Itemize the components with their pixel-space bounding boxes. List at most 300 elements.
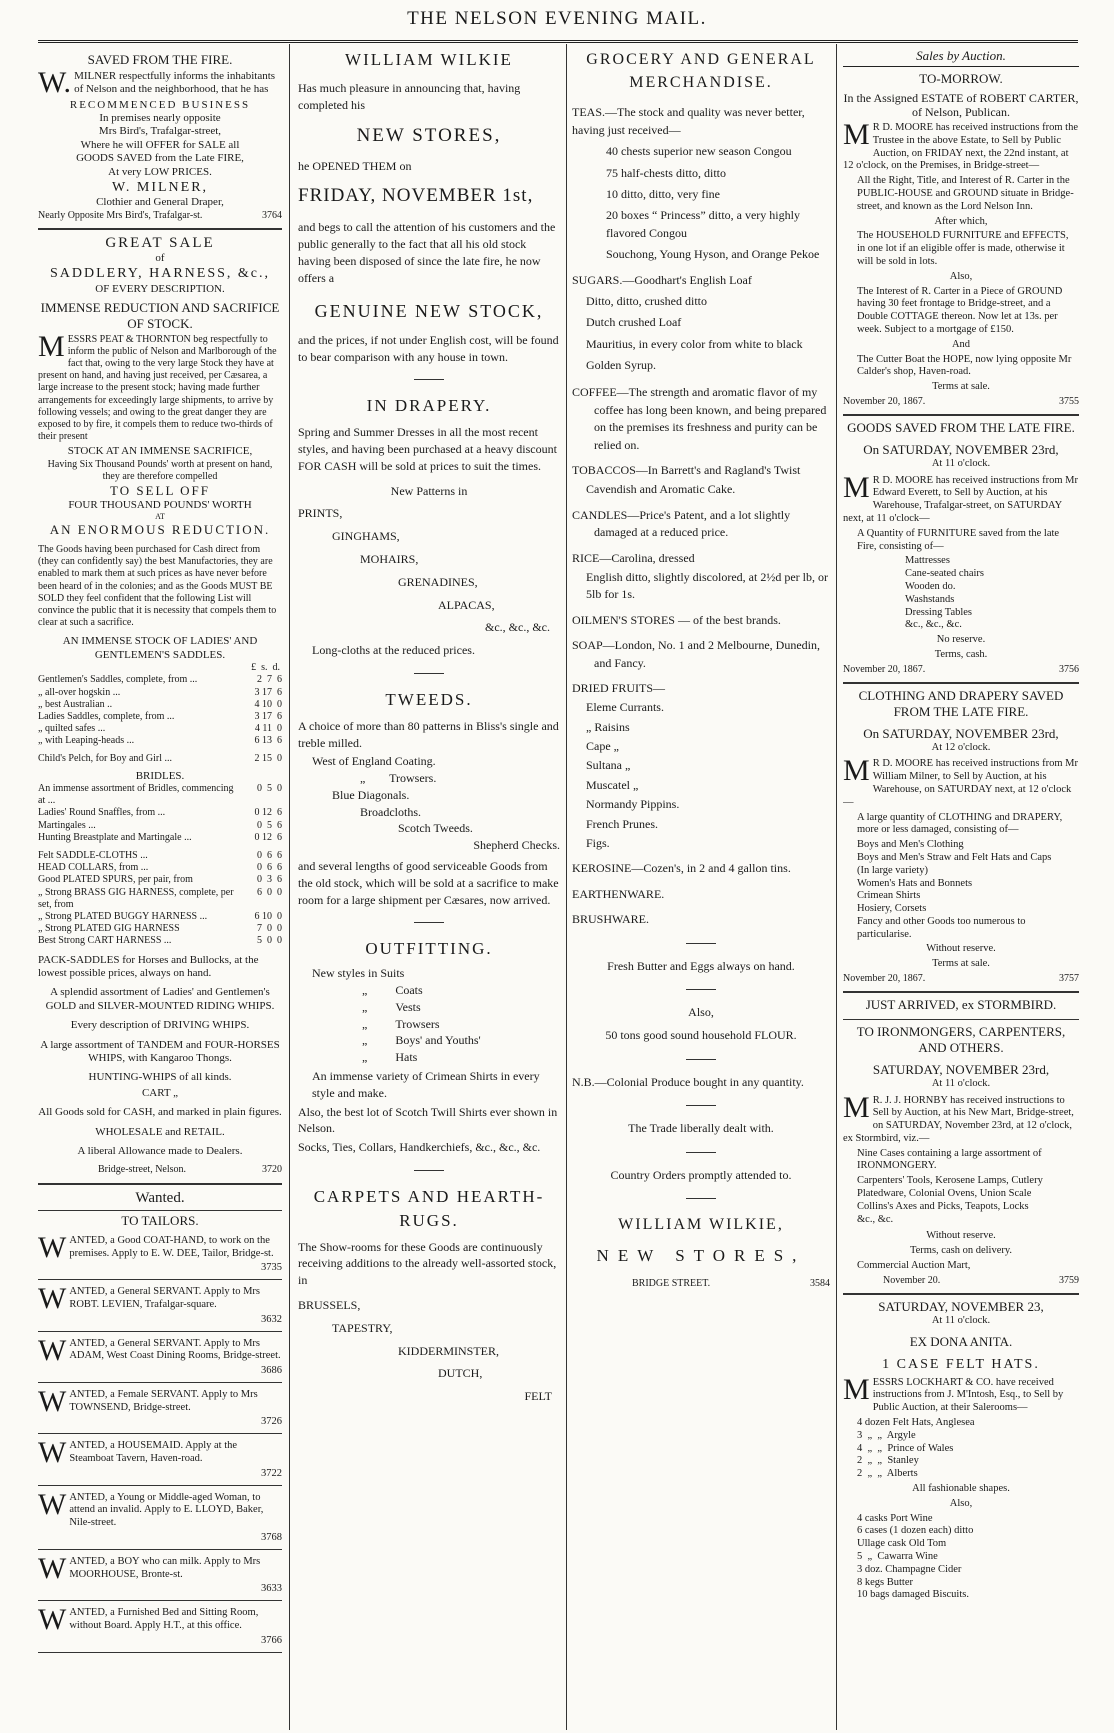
- ad-title: SAVED FROM THE FIRE.: [87, 52, 233, 67]
- list-item: Eleme Currants.: [586, 700, 664, 715]
- list-item: 4 „ „ Prince of Wales: [857, 1442, 954, 1454]
- price-row: [38, 783, 282, 807]
- wanted-ad-number: 3722: [261, 1467, 282, 1479]
- list-item: [298, 1032, 560, 1049]
- separator: [686, 943, 716, 944]
- wanted-ad-number: 3766: [261, 1634, 282, 1646]
- ad-subtitle: AN IMMENSE STOCK OF LADIES' AND GENTLEMEN'S SADDLES.: [62, 635, 258, 661]
- ad-body: Spring and Summer Dresses in all the most recent styles, and having been purchased at a heavy discount FOR CASH will be sold at prices to suit the times.: [298, 425, 557, 473]
- column-rule: [566, 44, 567, 1730]
- column-4: [843, 48, 1079, 1728]
- wanted-ad-number: 3768: [261, 1532, 282, 1544]
- ad-line: Also,: [949, 270, 973, 282]
- goods-list: [843, 1175, 1079, 1226]
- list-item: 2 „ „ Stanley: [857, 1455, 919, 1467]
- ad-body: Also, the best lot of Scotch Twill Shirts ever shown in Nelson.: [298, 1104, 558, 1136]
- section-heading: IN DRAPERY.: [366, 396, 492, 416]
- ad-line: GOODS SAVED from the Late FIRE,: [76, 152, 244, 165]
- list-item: Figs.: [586, 836, 610, 851]
- ad-subtitle: BRIDLES.: [135, 769, 185, 782]
- price-list: [38, 850, 282, 948]
- ad-line: TO SELL OFF: [109, 483, 210, 499]
- ad-subtitle: IMMENSE REDUCTION AND SACRIFICE OF STOCK.: [40, 299, 280, 331]
- list-item: Platedware, Colonial Ovens, Union Scale: [857, 1188, 1032, 1200]
- wanted-ad: [38, 1550, 282, 1601]
- ad-line: CANDLES—Price's Patent, and a lot slightly damaged at a reduced price.: [572, 507, 791, 540]
- price-item-name: Hunting Breastplate and Martingale ...: [38, 831, 192, 843]
- ad-line: A large assortment of TANDEM and FOUR-HORSES WHIPS, with Kangaroo Thongs.: [40, 1038, 280, 1064]
- wanted-ad-text: WANTED, a BOY who can milk. Apply to Mrs MOORHOUSE, Bronte-st.: [38, 1551, 261, 1585]
- list-item: Fancy and other Goods too numerous to particularise.: [857, 915, 1026, 940]
- goods-list: [572, 699, 830, 852]
- ad-line: DUTCH,: [438, 1366, 483, 1381]
- list-item: Women's Hats and Bonnets: [857, 877, 973, 889]
- list-item: Wooden do.: [905, 580, 956, 592]
- price-item-name: „ all-over hogskin ...: [38, 686, 121, 698]
- ad-line: HUNTING-WHIPS of all kinds.: [88, 1071, 232, 1084]
- price-item-value: 6 0 0: [257, 886, 282, 898]
- goods-list: [843, 555, 1079, 632]
- ad-line: KIDDERMINSTER,: [398, 1343, 499, 1358]
- list-item: Washstands: [905, 593, 955, 605]
- price-item-name: Martingales ...: [38, 819, 96, 831]
- list-item: Cape „: [586, 739, 619, 754]
- ad-line: BRUSHWARE.: [572, 912, 650, 927]
- ad-line: Having Six Thousand Pounds' worth at present on hand, they are therefore compelled: [47, 458, 273, 482]
- list-item: Normandy Pippins.: [586, 797, 680, 812]
- list-item: Hosiery, Corsets: [857, 903, 927, 915]
- ad-subtitle: SATURDAY, NOVEMBER 23rd,: [872, 1061, 1050, 1077]
- ad-line: SUGARS.—Goodhart's English Loaf: [572, 272, 752, 287]
- list-item: Carpenters' Tools, Kerosene Lamps, Cutlery: [857, 1175, 1043, 1187]
- column-rule: [836, 44, 837, 1730]
- price-item-name: Ladies' Round Snaffles, from ...: [38, 807, 166, 819]
- separator: [686, 989, 716, 990]
- price-item-value: 0 5 6: [257, 819, 282, 831]
- price-row: [38, 699, 282, 711]
- price-row: [38, 832, 282, 844]
- column-2: [298, 48, 560, 1728]
- ad-title: JUST ARRIVED, ex STORMBIRD.: [865, 997, 1057, 1013]
- price-item-name: Felt SADDLE-CLOTHS ...: [38, 850, 148, 861]
- list-item-label: Boys' and Youths': [395, 1033, 481, 1048]
- list-item: 10 ditto, ditto, very fine: [606, 186, 720, 201]
- section-heading: OUTFITTING.: [365, 939, 493, 959]
- ad-body: MR D. MOORE has received instructions from the Trustee in the above Estate, to Sell by Public Auction, on FRIDAY next, the 22nd instant, at 12 o'clock, on the Premises, in Bridge-street—: [843, 117, 1078, 172]
- ad-title: EX DONA ANITA.: [909, 1333, 1013, 1349]
- price-list: [38, 674, 282, 747]
- ad-line: In premises nearly opposite: [99, 112, 221, 125]
- wanted-ad-text: WANTED, a Female SERVANT. Apply to Mrs TOWNSEND, Bridge-street.: [38, 1384, 258, 1418]
- ad-body: A Quantity of FURNITURE saved from the late Fire, consisting of—: [857, 527, 1060, 552]
- ad-line: At 11 o'clock.: [931, 1314, 991, 1326]
- separator: [414, 379, 444, 380]
- price-row: [38, 711, 282, 723]
- price-item-name: „ quilted safes ...: [38, 723, 106, 735]
- separator: [686, 1059, 716, 1060]
- wanted-ad-text: WANTED, a Young or Middle-aged Woman, to attend an invalid. Apply to E. LLOYD, Baker, Nile-street.: [38, 1487, 264, 1529]
- ad-body: MESSRS PEAT & THORNTON beg respectfully to inform the public of Nelson and Marlborough of the fact that, owing to the very large Stock they have at present on hand, and having just received, per Cæsarea, a large increase to the present stock; having made further arrangements for exceedingly large shipments, to arrive by following vessels; and owing to the great danger they are exposed to by fire, it compels them to reduce two-thirds of their present: [38, 329, 277, 443]
- ad-line: CART „: [141, 1086, 179, 1099]
- price-row: [38, 735, 282, 747]
- ad-line: &c., &c., &c.: [485, 620, 550, 635]
- ad-line: Country Orders promptly attended to.: [610, 1167, 792, 1182]
- list-item: 10 bags damaged Biscuits.: [857, 1589, 969, 1601]
- ad-signature: Bridge-street, Nelson. 3720: [98, 1164, 282, 1176]
- price-item-name: „ with Leaping-heads ...: [38, 735, 135, 747]
- ad-title: GENUINE NEW STOCK,: [314, 300, 544, 321]
- section-heading: CARPETS AND HEARTH-RUGS.: [313, 1187, 545, 1230]
- wanted-ad-number: 3686: [261, 1365, 282, 1377]
- list-item: Crimean Shirts: [857, 890, 921, 902]
- price-item-value: 0 5 0: [257, 783, 282, 795]
- section-heading: Sales by Auction.: [843, 48, 1079, 67]
- masthead-rule: [38, 40, 1078, 43]
- price-row: [38, 911, 282, 923]
- ad-body: MR D. MOORE has received instructions from Mr Edward Everett, to Sell by Auction, at his Warehouse, Trafalgar-street, on SATURDAY next, at 11 o'clock—: [843, 470, 1078, 524]
- ad-body: A large quantity of CLOTHING and DRAPERY, more or less damaged, consisting of—: [857, 811, 1063, 836]
- goods-list: [843, 1417, 1079, 1481]
- list-item-label: Trowsers: [395, 1016, 440, 1031]
- ad-line: Where he will OFFER for SALE all: [80, 138, 240, 151]
- price-item-name: HEAD COLLARS, from ...: [38, 862, 149, 874]
- wanted-ad: [38, 1434, 282, 1485]
- ad-line: RECOMMENCED BUSINESS: [69, 98, 251, 111]
- list-item: Souchong, Young Hyson, and Orange Pekoe: [606, 247, 820, 262]
- list-item: 40 chests superior new season Congou: [606, 144, 792, 159]
- list-item: 4 dozen Felt Hats, Anglesea: [857, 1417, 975, 1429]
- list-item: Mattresses: [905, 555, 950, 567]
- price-item-name: Ladies Saddles, complete, from ...: [38, 710, 175, 722]
- ad-line: Scotch Tweeds.: [398, 821, 473, 836]
- ad-line: At 11 o'clock.: [931, 1077, 991, 1089]
- list-item: [298, 999, 560, 1016]
- ad-line: A liberal Allowance made to Dealers.: [77, 1144, 243, 1157]
- price-item-value: 0 12 6: [254, 831, 282, 843]
- ad-line: No reserve.: [936, 634, 986, 646]
- ad-line: FELT: [524, 1389, 552, 1404]
- list-item: &c., &c., &c.: [905, 619, 962, 631]
- ad-title: CLOTHING AND DRAPERY SAVED FROM THE LATE FIRE.: [858, 687, 1064, 719]
- ditto-mark: „: [362, 1033, 368, 1048]
- ad-line: OILMEN'S STORES — of the best brands.: [572, 612, 781, 627]
- ad-line: of: [155, 252, 165, 265]
- list-item: (In large variety): [857, 864, 928, 876]
- wanted-ad: [38, 1486, 282, 1550]
- ad-body: Socks, Ties, Collars, Handkerchiefs, &c., &c., &c.: [298, 1140, 541, 1155]
- ad-title: 1 CASE FELT HATS.: [882, 1356, 1040, 1372]
- price-item-name: „ Strong PLATED GIG HARNESS: [38, 923, 180, 935]
- wanted-ad-text: WANTED, a HOUSEMAID. Apply at the Steamboat Tavern, Haven-road.: [38, 1436, 238, 1470]
- price-item-value: 3 17 6: [254, 710, 282, 722]
- ad-line: COFFEE—The strength and aromatic flavor of my coffee has long been known, and being prepared on the premises its freshness and purity can be relied on.: [572, 385, 827, 452]
- ad-line: A splendid assortment of Ladies' and Gentlemen's GOLD and SILVER-MOUNTED RIDING WHIPS.: [45, 986, 275, 1012]
- ad-line: 50 tons good sound household FLOUR.: [605, 1028, 797, 1043]
- wanted-ad: [38, 1332, 282, 1383]
- wanted-ad-text: WANTED, a General SERVANT. Apply to Mrs ROBT. LEVIEN, Trafalgar-square.: [38, 1282, 260, 1316]
- list-item: &c., &c.: [857, 1213, 894, 1225]
- ad-line: Terms, cash.: [934, 648, 988, 660]
- list-item: Boys and Men's Straw and Felt Hats and Caps: [857, 851, 1052, 863]
- list-item: 5 „ Cawarra Wine: [857, 1551, 938, 1562]
- ad-line: Shepherd Checks.: [473, 838, 560, 853]
- ad-name: W. MILNER,: [111, 180, 209, 196]
- ad-line: Broadcloths.: [360, 804, 421, 819]
- ad-line: Also,: [688, 1005, 714, 1019]
- price-row: [38, 687, 282, 699]
- ad-line: New styles in Suits: [312, 966, 405, 981]
- price-row: Child's Pelch, for Boy and Girl ... 2 15 0: [38, 753, 282, 765]
- ad-line: SOAP—London, No. 1 and 2 Melbourne, Dunedin, and Fancy.: [572, 638, 820, 670]
- list-item: 2 „ „ Alberts: [857, 1468, 918, 1480]
- price-row: [38, 807, 282, 819]
- list-item: Muscatel „: [586, 777, 639, 792]
- ad-subtitle: In the Assigned ESTATE of ROBERT CARTER, of Nelson, Publican.: [843, 90, 1079, 120]
- ad-line: Long-cloths at the reduced prices.: [312, 643, 475, 658]
- ad-subtitle: TO TAILORS.: [38, 1210, 282, 1229]
- ditto-mark: „: [362, 983, 368, 998]
- ad-body: The Goods having been purchased for Cash direct from (they can confidently say) the best Manufactories, they are enabled to mark them at such prices as have never before been heard of in the colonies; and as the Goods MUST BE SOLD they feel confident that the following List will convince the public that it is necessity that compels them to clear at such a sacrifice.: [38, 544, 277, 629]
- list-item: [298, 1016, 560, 1033]
- ad-line: Without reserve.: [926, 943, 996, 955]
- price-item-value: 4 11 0: [254, 723, 282, 735]
- list-item-label: Hats: [395, 1050, 418, 1065]
- section-heading: Wanted.: [135, 1189, 185, 1206]
- ad-body: MR. J. J. HORNBY has received instructions to Sell by Auction, at his New Mart, Bridge-street, on SATURDAY, November 23rd, at 12 o'clock, ex Stormbird, viz.—: [843, 1090, 1074, 1144]
- price-item-name: „ best Australian ..: [38, 698, 113, 710]
- wanted-ad-text: WANTED, a General SERVANT. Apply to Mrs ADAM, West Coast Dining Rooms, Bridge-street.: [38, 1333, 281, 1367]
- price-item-value: 2 7 6: [257, 674, 282, 686]
- ad-line: Terms at sale.: [932, 958, 990, 970]
- ditto-mark: „: [362, 1016, 368, 1031]
- list-item: [298, 982, 560, 999]
- ad-line: Blue Diagonals.: [332, 787, 410, 802]
- ad-great-sale: [38, 230, 282, 1185]
- ad-line: EARTHENWARE.: [572, 886, 665, 901]
- ad-line: BRUSSELS,: [298, 1298, 361, 1313]
- ad-line: GRENADINES,: [398, 574, 478, 589]
- ad-body: and the prices, if not under English cost, will be found to bear comparison with any house in town.: [298, 332, 559, 364]
- ad-body: All the Right, Title, and Interest of R. Carter in the PUBLIC-HOUSE and GROUND situate in Bridge-street, and known as the Lord Nelson Inn.: [857, 175, 1074, 212]
- ad-line: At 12 o'clock.: [931, 741, 991, 753]
- masthead: THE NELSON EVENING MAIL.: [407, 8, 707, 29]
- ad-line: And: [951, 338, 971, 350]
- ad-line: Also,: [949, 1497, 973, 1509]
- column-3: [572, 48, 830, 1728]
- ad-line: At very LOW PRICES.: [108, 165, 212, 178]
- ad-title: NEW STORES,: [356, 125, 502, 147]
- price-item-value: 0 3 6: [257, 874, 282, 886]
- ad-line: Fresh Butter and Eggs always on hand.: [607, 958, 795, 973]
- ad-line: „ Trowsers.: [360, 771, 437, 786]
- ad-line: West of England Coating.: [312, 754, 436, 769]
- price-row: [38, 887, 282, 911]
- ad-subtitle: On SATURDAY, NOVEMBER 23rd,: [863, 725, 1059, 741]
- separator: [686, 1152, 716, 1153]
- list-item: Cane-seated chairs: [905, 568, 985, 580]
- ad-line: Every description of DRIVING WHIPS.: [70, 1019, 250, 1032]
- price-item-name: Best Strong CART HARNESS ...: [38, 935, 172, 947]
- goods-list: [572, 293, 830, 375]
- ad-title: NEW STORES,: [596, 1246, 806, 1266]
- ad-signature: November 20, 1867. 3755: [843, 395, 1079, 407]
- ad-line: PRINTS,: [298, 506, 343, 521]
- ad-auction-clothing: [843, 684, 1079, 993]
- ad-line: Mrs Bird's, Trafalgar-street,: [98, 125, 222, 138]
- list-item-label: Coats: [395, 983, 423, 998]
- ad-auction-carter: [843, 67, 1079, 416]
- separator: [686, 1198, 716, 1199]
- wanted-ad-text: WANTED, a Good COAT-HAND, to work on the premises. Apply to E. W. DEE, Tailor, Bridge-st.: [38, 1230, 274, 1264]
- list-item: Golden Syrup.: [586, 358, 656, 373]
- wanted-ad-number: 3726: [261, 1416, 282, 1428]
- list-item: Sultana „: [586, 758, 631, 773]
- ad-line: Clothier and General Draper,: [96, 196, 224, 209]
- price-item-value: 0 6 6: [257, 862, 282, 874]
- ad-line: TOBACCOS—In Barrett's and Ragland's Twist: [572, 463, 801, 478]
- price-item-value: 0 12 6: [254, 807, 282, 819]
- ad-line: After which,: [934, 215, 988, 227]
- ad-line: RICE—Carolina, dressed: [572, 550, 695, 565]
- ad-signature: November 20, 1867. 3756: [843, 663, 1079, 675]
- ad-signature: November 20. 3759: [883, 1274, 1079, 1286]
- price-item-name: Gentlemen's Saddles, complete, from ...: [38, 674, 198, 686]
- ad-line: N.B.—Colonial Produce bought in any quantity.: [572, 1074, 804, 1089]
- ad-subtitle: SATURDAY, NOVEMBER 23,: [878, 1299, 1044, 1315]
- ad-body: The Interest of R. Carter in a Piece of GROUND having 30 feet frontage to Bridge-street, and a Double COTTAGE thereon. Now let at 13s. per week. Subject to a mortgage of £150.: [857, 285, 1063, 335]
- ad-line: AN ENORMOUS REDUCTION.: [49, 522, 271, 538]
- wanted-ad-number: 3735: [261, 1262, 282, 1274]
- store-name: WILLIAM WILKIE: [345, 50, 513, 69]
- ad-line: New Patterns in: [390, 483, 468, 498]
- ad-title: TO-MORROW.: [919, 70, 1003, 86]
- list-item: Mauritius, in every color from white to black: [586, 336, 803, 351]
- ad-body: The Show-rooms for these Goods are continuously receiving additions to the already well-assorted stock, in: [298, 1239, 557, 1288]
- price-item-value: 6 10 0: [254, 910, 282, 922]
- list-item: 20 boxes “ Princess” ditto, a very highly flavored Congou: [606, 208, 800, 240]
- ad-title: GREAT SALE: [105, 234, 215, 251]
- ad-line: KEROSINE—Cozen's, in 2 and 4 gallon tins.: [572, 861, 791, 876]
- price-item-name: „ Strong BRASS GIG HARNESS, complete, per set, from: [38, 886, 234, 910]
- ad-title: FRIDAY, NOVEMBER 1st,: [298, 184, 534, 206]
- list-item: „ Raisins: [586, 719, 630, 734]
- wanted-ad-number: 3632: [261, 1313, 282, 1325]
- price-item-value: 7 0 0: [257, 923, 282, 935]
- ad-line: AT: [155, 512, 165, 522]
- price-row: [38, 935, 282, 947]
- ad-line: Terms at sale.: [932, 381, 990, 393]
- ad-title: SADDLERY, HARNESS, &c.,: [50, 266, 270, 282]
- list-item: 3 doz. Champagne Cider: [857, 1563, 962, 1575]
- store-name: WILLIAM WILKIE,: [618, 1215, 784, 1233]
- ad-body: and begs to call the attention of his customers and the public generally to the fact that all his old stock having been disposed of since the late fire, he now offers a: [298, 220, 556, 285]
- separator: [414, 673, 444, 674]
- list-item: French Prunes.: [586, 816, 658, 831]
- currency-header: £ s. d.: [251, 662, 280, 674]
- ad-line: DRIED FRUITS—: [572, 680, 666, 695]
- goods-list: [843, 839, 1079, 941]
- ad-wanted: [38, 1185, 282, 1659]
- column-rule: [289, 44, 290, 1730]
- ad-line: All fashionable shapes.: [912, 1483, 1010, 1495]
- ad-line: Without reserve.: [926, 1230, 996, 1242]
- list-item: 8 kegs Butter: [857, 1576, 913, 1588]
- ad-line: All Goods sold for CASH, and marked in plain figures.: [38, 1106, 282, 1119]
- ad-saved-from-fire: [38, 48, 282, 230]
- outfit-list: [298, 982, 560, 1066]
- price-row: [38, 674, 282, 686]
- ad-line: Cavendish and Aromatic Cake.: [586, 482, 736, 497]
- ad-line: he OPENED THEM on: [298, 158, 412, 173]
- ad-line: FOUR THOUSAND POUNDS' WORTH: [68, 499, 252, 512]
- ditto-mark: „: [362, 1050, 368, 1065]
- price-item-value: 6 13 6: [254, 735, 282, 747]
- ad-body: A choice of more than 80 patterns in Bliss's single and treble milled.: [298, 718, 559, 750]
- goods-list: [843, 1513, 1079, 1603]
- ad-line: PACK-SADDLES for Horses and Bullocks, at the lowest possible prices, always on hand.: [38, 953, 259, 979]
- separator: [414, 1170, 444, 1171]
- list-item: Dressing Tables: [905, 606, 973, 618]
- list-item: Ditto, ditto, crushed ditto: [586, 293, 707, 308]
- ad-line: MOHAIRS,: [360, 551, 419, 566]
- price-row: [38, 850, 282, 862]
- ad-body: The Cutter Boat the HOPE, now lying opposite Mr Calder's shop, Haven-road.: [857, 353, 1072, 378]
- ad-subtitle: On SATURDAY, NOVEMBER 23rd,: [863, 441, 1059, 457]
- list-item: Ullage cask Old Tom: [857, 1538, 947, 1550]
- price-row: [38, 923, 282, 935]
- ad-body: MR D. MOORE has received instructions from Mr William Milner, to Sell by Auction, at his Warehouse, on SATURDAY next, at 12 o'clock—: [843, 754, 1078, 808]
- ad-line: At 11 o'clock.: [931, 457, 991, 469]
- section-heading: TWEEDS.: [385, 689, 473, 709]
- ad-line: ALPACAS,: [438, 597, 495, 612]
- price-item-name: An immense assortment of Bridles, commencing at ...: [38, 783, 234, 807]
- column-1: [38, 48, 282, 1728]
- ad-line: The Trade liberally dealt with.: [628, 1121, 774, 1136]
- price-item-value: 0 6 6: [257, 850, 282, 861]
- list-item: 6 cases (1 dozen each) ditto: [857, 1525, 974, 1537]
- price-row: [38, 723, 282, 735]
- wanted-ad: [38, 1601, 282, 1652]
- ad-line: TAPESTRY,: [332, 1320, 393, 1335]
- ad-auction-felt-hats: [843, 1295, 1079, 1608]
- ad-subtitle: TO IRONMONGERS, CARPENTERS, AND OTHERS.: [843, 1019, 1079, 1056]
- wanted-ad-text: WANTED, a Furnished Bed and Sitting Room, without Board. Apply H.T., at this office.: [38, 1603, 259, 1637]
- price-item-value: 3 17 6: [254, 686, 282, 698]
- wanted-ad: [38, 1280, 282, 1331]
- goods-list: [572, 143, 830, 263]
- list-item: [298, 1049, 560, 1066]
- separator: [686, 1105, 716, 1106]
- list-item: Dutch crushed Loaf: [586, 315, 682, 330]
- ad-signature: November 20, 1867. 3757: [843, 973, 1079, 985]
- price-item-value: 5 0 0: [257, 935, 282, 947]
- price-row: [38, 862, 282, 874]
- list-item: 75 half-chests ditto, ditto: [606, 165, 726, 180]
- ad-body: An immense variety of Crimean Shirts in every style and make.: [312, 1069, 540, 1100]
- list-item: Collins's Axes and Picks, Teapots, Locks: [857, 1200, 1029, 1212]
- price-item-name: Good PLATED SPURS, per pair, from: [38, 874, 193, 886]
- ad-line: Commercial Auction Mart,: [857, 1260, 971, 1272]
- ad-line: GINGHAMS,: [332, 529, 400, 544]
- wanted-ad-number: 3633: [261, 1583, 282, 1595]
- list-item: Boys and Men's Clothing: [857, 839, 964, 851]
- ad-body: Nine Cases containing a large assortment of IRONMONGERY.: [857, 1147, 1042, 1172]
- ad-line: WHOLESALE and RETAIL.: [95, 1125, 225, 1138]
- price-row: [38, 874, 282, 886]
- list-item: 3 „ „ Argyle: [857, 1429, 916, 1441]
- ad-title: GOODS SAVED FROM THE LATE FIRE.: [847, 420, 1075, 436]
- ad-line: Has much pleasure in announcing that, having completed his: [298, 80, 521, 112]
